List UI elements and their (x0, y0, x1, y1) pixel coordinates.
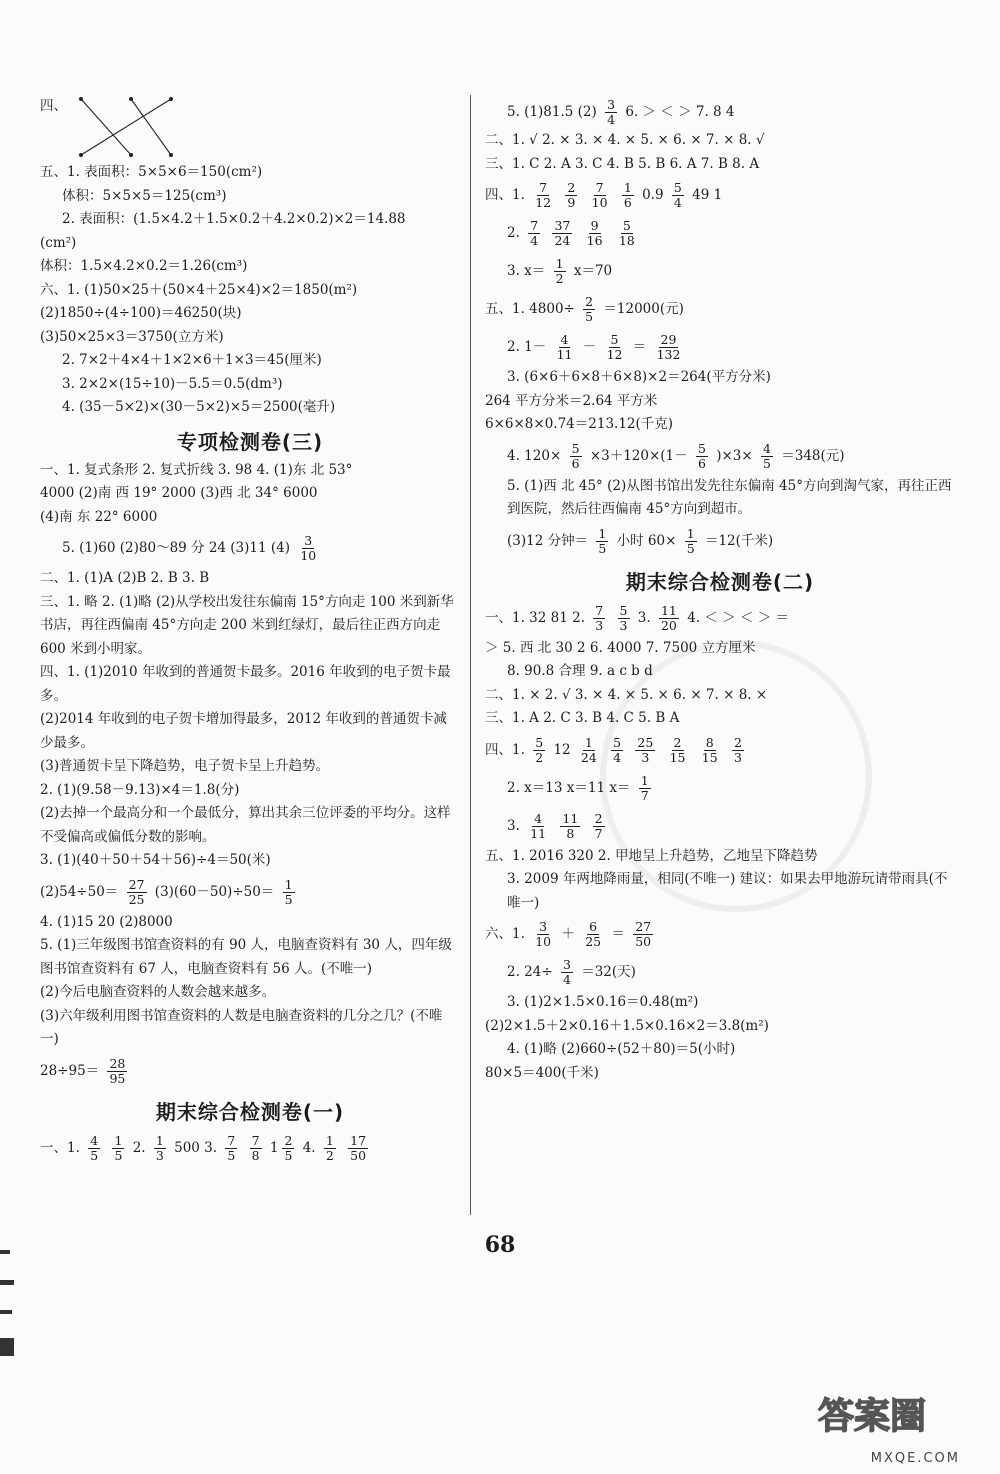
text-line: 3. (1)2×1.5×0.16＝0.48(m²) (507, 994, 699, 1010)
fraction: $\frac{2}{3}$ (733, 734, 742, 765)
binding-marks (0, 1250, 16, 1360)
text-line: (2)今后电脑查资料的人数会越来越多。 (40, 984, 276, 1000)
fraction: $\frac{5}{3}$ (619, 602, 628, 633)
text-line: 5. (1)81.5 (2) $\frac{3}{4}$ 6. ＞ ＜ ＞ 7. 8 4 (507, 97, 735, 127)
text-line: 四、1. $\frac{7}{12}$ $\frac{2}{9}$ $\frac{7}{10}$ $\frac{1}{6}$ 0.9 $\frac{5}{4}$ 49 1 (485, 180, 723, 210)
fraction: $\frac{3}{10}$ (300, 533, 317, 563)
text-line: 5. (1)三年级图书馆查资料的有 90 人，电脑查资料有 30 人，四年级图书馆查资料有 67 人，电脑查资料有 56 人。(不唯一) (40, 937, 452, 977)
text-line: 六、1. (1)50×25＋(50×4＋25×4)×2＝1850(m²) (40, 281, 358, 298)
fraction: $\frac{1}{7}$ (640, 772, 649, 803)
text-line: 4. (1)略 (2)660÷(52＋80)＝5(小时) (507, 1041, 736, 1057)
page-number: 68 (484, 1232, 516, 1258)
text-line: 3. $\frac{4}{11}$ $\frac{11}{8}$ $\frac{2}{7}$ (507, 810, 603, 841)
text-line: (3)12 分钟＝ $\frac{1}{5}$ 小时 60× $\frac{1}{5}$ ＝12(千米) (507, 525, 774, 556)
text-line: 五、1. 表面积：5×5×6＝150(cm²) (40, 164, 263, 180)
text-line: 一、1. 32 81 2. $\frac{7}{3}$ $\frac{5}{3}$ 3. $\frac{11}{20}$ 4. ＜ ＞ ＜ ＞ ＝ (485, 602, 790, 633)
fraction: $\frac{5}{2}$ (535, 734, 544, 765)
text-line: 一、1. $\frac{4}{5}$ $\frac{1}{5}$ 2. $\frac{1}{3}$ 500 3. $\frac{7}{5}$ $\frac{7}{8}$ 1 $\frac{2}{5}$ 4. $\frac{1}{2}$ $\frac{17}{50}$ (40, 1132, 367, 1163)
text-line: (4)南 东 22° 6000 (40, 508, 158, 525)
fraction: $\frac{1}{5}$ (686, 525, 695, 556)
text-line: 3. (6×6＋6×8＋6×8)×2＝264(平方分米) (507, 369, 771, 385)
fraction: $\frac{5}{4}$ (673, 180, 682, 210)
text-line: 一、1. 复式条形 2. 复式折线 3. 98 4. (1)东 北 53° (40, 461, 353, 478)
watermark-url: MXQE.COM (870, 1451, 960, 1466)
fraction: $\frac{11}{20}$ (660, 602, 677, 633)
text-line: 4. (1)15 20 (2)8000 (40, 913, 173, 930)
text-line: 5. (1)西 北 45° (2)从图书馆出发先往东偏南 45°方向到淘气家，再往正西到医院，然后往西偏南 45°方向到超市。 (507, 477, 952, 517)
text-line: 五、1. 2016 320 2. 甲地呈上升趋势，乙地呈下降趋势 (485, 847, 818, 864)
fraction: $\frac{1}{5}$ (284, 876, 293, 907)
text-line: 五、1. 4800÷ $\frac{2}{5}$ ＝12000(元) (485, 294, 684, 324)
fraction: $\frac{27}{50}$ (635, 919, 652, 949)
fraction: $\frac{3}{4}$ (607, 97, 616, 127)
text-line: 2. 1－ $\frac{4}{11}$ － $\frac{5}{12}$ ＝ $\frac{29}{132}$ (507, 332, 681, 362)
fraction: $\frac{2}{7}$ (594, 810, 603, 841)
text-line: 80×5＝400(千米) (485, 1064, 599, 1081)
watermark-cn-text: 答案圈 (818, 1396, 927, 1437)
fraction: $\frac{7}{4}$ (530, 218, 539, 248)
text-line: 2. $\frac{7}{4}$ $\frac{37}{24}$ $\frac{9}{16}$ $\frac{5}{18}$ (507, 218, 635, 248)
text-line: 8. 90.8 合理 9. a c b d (507, 663, 653, 679)
fraction: $\frac{7}{3}$ (595, 602, 604, 633)
left-column (40, 95, 460, 1167)
fraction: $\frac{5}{6}$ (697, 440, 706, 471)
section-label: 四、 (40, 98, 67, 114)
text-line: 四、1. (1)2010 年收到的普通贺卡最多。2016 年收到的电子贺卡最多。 (40, 664, 451, 704)
text-line: 三、1. A 2. C 3. B 4. C 5. B A (485, 710, 680, 726)
matching-question (40, 95, 460, 161)
fraction: $\frac{7}{5}$ (227, 1132, 236, 1163)
text-line: 2. 表面积：(1.5×4.2＋1.5×0.2＋4.2×0.2)×2＝14.88 (62, 211, 406, 227)
fraction: $\frac{28}{95}$ (109, 1055, 126, 1086)
fraction: $\frac{25}{3}$ (637, 734, 654, 765)
fraction: $\frac{5}{4}$ (613, 734, 622, 765)
text-line: (3)50×25×3＝3750(立方米) (40, 328, 224, 345)
fraction: $\frac{2}{5}$ (585, 294, 594, 324)
text-line: 二、1. × 2. √ 3. × 4. × 5. × 6. × 7. × 8. × (485, 686, 768, 703)
text-line: (2)1850÷(4÷100)＝46250(块) (40, 305, 242, 321)
fraction: $\frac{4}{5}$ (90, 1132, 99, 1163)
text-line: 2. x＝13 x＝11 x＝ $\frac{1}{7}$ (507, 772, 649, 803)
fraction: $\frac{2}{5}$ (284, 1132, 293, 1163)
text-line: 264 平方分米＝2.64 平方米 (485, 392, 658, 409)
fraction: $\frac{5}{6}$ (571, 440, 580, 471)
section-title: 专项检测卷(三) (176, 429, 324, 454)
fraction: $\frac{1}{6}$ (623, 180, 632, 210)
text-line: 2. 24÷ $\frac{3}{4}$ ＝32(天) (507, 957, 636, 987)
fraction: $\frac{1}{3}$ (155, 1132, 164, 1163)
text-line: 28÷95＝ $\frac{28}{95}$ (40, 1055, 126, 1086)
fraction: $\frac{7}{8}$ (251, 1132, 260, 1163)
text-line: 2. 7×2＋4×4＋1×2×6＋1×3＝45(厘米) (62, 352, 322, 368)
fraction: $\frac{29}{132}$ (656, 332, 681, 362)
text-line: (2)去掉一个最高分和一个最低分，算出其余三位评委的平均分。这样不受偏高或偏低分数的影响。 (40, 805, 451, 845)
text-line: 二、1. (1)A (2)B 2. B 3. B (40, 570, 210, 586)
text-line: (2)2×1.5＋2×0.16＋1.5×0.16×2＝3.8(m²) (485, 1017, 769, 1034)
text-line: 三、1. 略 2. (1)略 (2)从学校出发往东偏南 15°方向走 100 米到新华书店，再往西偏南 45°方向走 200 米到红绿灯，最后往正西方向走 600 米到小明家。 (40, 593, 454, 657)
column-divider (470, 95, 471, 1215)
fraction: $\frac{17}{50}$ (350, 1132, 367, 1163)
text-line: 3. x＝ $\frac{1}{2}$ x＝70 (507, 256, 613, 286)
text-line: (cm²) (40, 234, 77, 251)
text-line: 体积：1.5×4.2×0.2＝1.26(cm³) (40, 258, 248, 274)
text-line: 体积：5×5×5＝125(cm³) (62, 187, 227, 204)
fraction: $\frac{2}{9}$ (567, 180, 576, 210)
text-line: (3)六年级利用图书馆查资料的人数是电脑查资料的几分之几？(不唯一) (40, 1007, 443, 1047)
fraction: $\frac{4}{11}$ (556, 332, 573, 362)
fraction: $\frac{3}{4}$ (562, 957, 571, 987)
text-line: 2. (1)(9.58－9.13)×4＝1.8(分) (40, 781, 240, 798)
text-line: (2)54÷50＝ $\frac{27}{25}$ (3)(60－50)÷50＝ $\frac{1}{5}$ (40, 876, 293, 907)
fraction: $\frac{5}{12}$ (606, 332, 623, 362)
text-line: (3)普通贺卡呈下降趋势，电子贺卡呈上升趋势。 (40, 758, 330, 774)
fraction: $\frac{3}{10}$ (535, 919, 552, 949)
fraction: $\frac{8}{15}$ (701, 734, 718, 765)
section-title: 期末综合检测卷(一) (155, 1099, 345, 1124)
fraction: $\frac{2}{15}$ (669, 734, 686, 765)
text-line: (2)2014 年收到的电子贺卡增加得最多，2012 年收到的普通贺卡减少最多。 (40, 711, 447, 751)
fraction: $\frac{7}{12}$ (535, 180, 552, 210)
fraction: $\frac{27}{25}$ (128, 876, 145, 907)
fraction: $\frac{1}{2}$ (325, 1132, 334, 1163)
fraction: $\frac{37}{24}$ (554, 218, 571, 248)
fraction: $\frac{11}{8}$ (562, 810, 579, 841)
text-line: 4. (35－5×2)×(30－5×2)×5＝2500(毫升) (62, 399, 336, 415)
text-line: 二、1. √ 2. × 3. × 4. × 5. × 6. × 7. × 8. √ (485, 132, 765, 148)
fraction: $\frac{1}{5}$ (598, 525, 607, 556)
right-column (485, 95, 955, 1085)
text-line: 6×6×8×0.74＝213.12(千克) (485, 416, 674, 432)
section-title: 期末综合检测卷(二) (625, 569, 815, 594)
text-line: 3. (1)(40＋50＋54＋56)÷4＝50(米) (40, 852, 271, 868)
text-line: 4. 120× $\frac{5}{6}$ ×3＋120×(1－ $\frac{5}{6}$ )×3× $\frac{4}{5}$ ＝348(元) (507, 440, 845, 471)
fraction: $\frac{7}{10}$ (591, 180, 608, 210)
text-line: 四、1. $\frac{5}{2}$ 12 $\frac{1}{24}$ $\frac{5}{4}$ $\frac{25}{3}$ $\frac{2}{15}$ $\frac{8}{15}$ $\frac{2}{3}$ (485, 734, 742, 765)
fraction: $\frac{1}{2}$ (555, 256, 564, 286)
fraction: $\frac{9}{16}$ (586, 218, 603, 248)
fraction: $\frac{5}{18}$ (618, 218, 635, 248)
fraction: $\frac{4}{11}$ (530, 810, 547, 841)
text-line: 六、1. $\frac{3}{10}$ ＋ $\frac{6}{25}$ ＝ $\frac{27}{50}$ (485, 919, 652, 949)
text-line: 3. 2×2×(15÷10)－5.5＝0.5(dm³) (62, 375, 283, 392)
text-line: 5. (1)60 (2)80～89 分 24 (3)11 (4) $\frac{3}{10}$ (62, 533, 317, 563)
fraction: $\frac{6}{25}$ (585, 919, 602, 949)
fraction: $\frac{1}{24}$ (580, 734, 597, 765)
fraction: $\frac{4}{5}$ (762, 440, 771, 471)
matching-lines-diagram (71, 95, 181, 161)
text-line: ＞ 5. 西 北 30 2 6. 4000 7. 7500 立方厘米 (485, 639, 756, 656)
text-line: 4000 (2)南 西 19° 2000 (3)西 北 34° 6000 (40, 485, 318, 501)
text-line: 三、1. C 2. A 3. C 4. B 5. B 6. A 7. B 8. A (485, 155, 760, 172)
text-line: 3. 2009 年两地降雨量，相同(不唯一) 建议：如果去甲地游玩请带雨具(不唯一) (507, 871, 948, 911)
fraction: $\frac{1}{5}$ (114, 1132, 123, 1163)
